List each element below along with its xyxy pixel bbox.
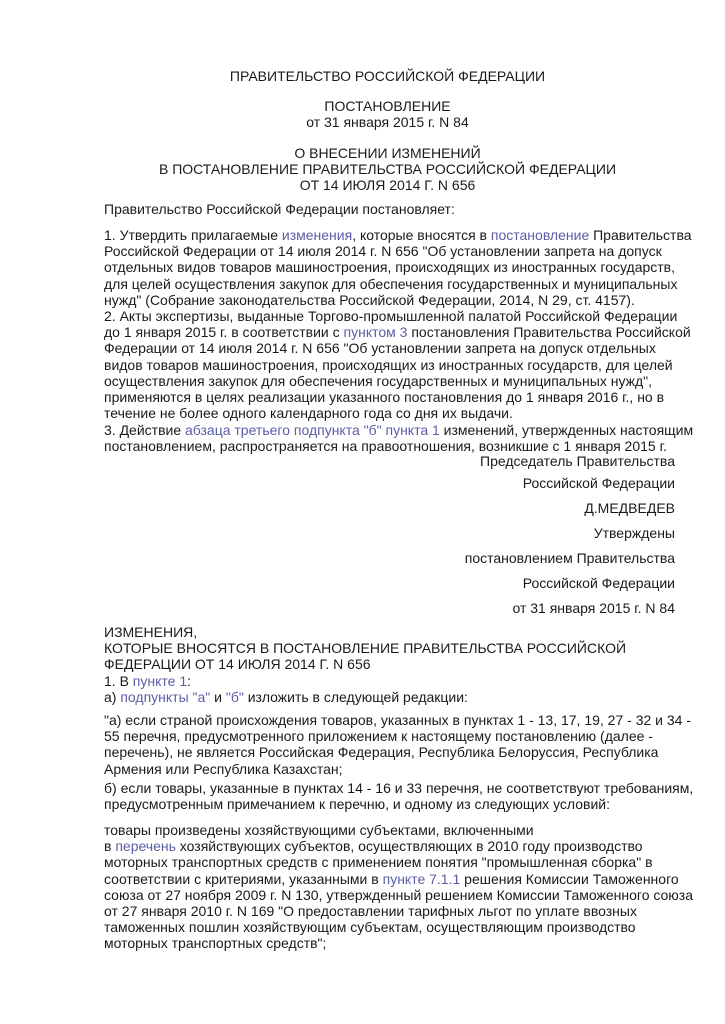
changes-title: ИЗМЕНЕНИЯ, КОТОРЫЕ ВНОСЯТСЯ В ПОСТАНОВЛЕНИЕ ПРАВИТЕЛЬСТВА РОССИЙСКОЙ ФЕДЕРАЦИИ ОТ 14 ИЮЛЯ 2014 Г. N 656 1. В пункте 1: а) подпункты "а" и "б" изложить в следующей редакции: [104, 624, 627, 705]
approved-line-3: Российской Федерации [522, 575, 675, 591]
approved-line-1: Утверждены [593, 525, 675, 541]
document-title-line-2: В ПОСТАНОВЛЕНИЕ ПРАВИТЕЛЬСТВА РОССИЙСКОЙ ФЕДЕРАЦИИ [158, 160, 617, 177]
link-list[interactable]: перечень [115, 838, 176, 855]
quote-b: б) если товары, указанные в пунктах 14 - 16 и 33 перечня, не соответствуют требованиям, предусмотренным примечанием к перечню, и одному из следующих условий: [104, 780, 694, 813]
link-point-1[interactable]: пункте 1 [132, 672, 188, 689]
intro-text: Правительство Российской Федерации постановляет: [104, 201, 455, 217]
signature-role-1: Председатель Правительства [480, 453, 675, 469]
quote-a: "а) если страной происхождения товаров, указанных в пунктах 1 - 13, 17, 19, 27 - 32 и 34 - 55 перечня, предусмотренного приложением к настоящему постановлению (далее - перечень), не является Российская Федерация, Республика Белоруссия, Республика Армения или Республика Казахстан; [104, 712, 691, 777]
document-header [100, 68, 675, 193]
approved-line-4: от 31 января 2015 г. N 84 [512, 600, 675, 616]
link-resolution[interactable]: постановление [490, 227, 590, 243]
link-subpoint-a[interactable]: подпункты "а" [120, 688, 211, 705]
document-title-line-3: ОТ 14 ИЮЛЯ 2014 Г. N 656 [299, 177, 476, 194]
signature-name: Д.МЕДВЕДЕВ [584, 500, 675, 516]
link-subpoint-b[interactable]: "б" [225, 688, 244, 705]
paragraph-1: 1. Утвердить прилагаемые изменения, которые вносятся в постановление Правительства Российской Федерации от 14 июля 2014 г. N 656 "Об установлении запрета на допуск отдельных видов товаров машиностроения, происходящих из иностранных государств, для целей осуществления закупок для обеспечения государственных и муниципальных нужд" (Собрание законодательства Российской Федерации, 2014, N 29, ст. 4157). [104, 227, 692, 308]
document-type: ПОСТАНОВЛЕНИЕ [324, 98, 451, 115]
signature-role-2: Российской Федерации [522, 475, 675, 491]
document-date: от 31 января 2015 г. N 84 [306, 114, 469, 131]
document-title-line-1: О ВНЕСЕНИИ ИЗМЕНЕНИЙ [294, 144, 481, 161]
government-title: ПРАВИТЕЛЬСТВО РОССИЙСКОЙ ФЕДЕРАЦИИ [229, 68, 546, 84]
paragraph-2: 2. Акты экспертизы, выданные Торгово-промышленной палатой Российской Федерации до 1 января 2015 г. в соответствии с пунктом 3 постановления Правительства Российской Федерации от 14 июля 2014 г. N 656 "Об установлении запрета на допуск отдельных видов товаров машиностроения, происходящих из иностранных государств, для целей осуществления закупок для обеспечения государственных и муниципальных нужд", применяются в целях реализации указанного постановления до 1 января 2016 г., но в течение не более одного календарного года со дня их выдачи. [104, 308, 691, 422]
paragraph-3: 3. Действие абзаца третьего подпункта "б" пункта 1 изменений, утвержденных настоящим постановлением, распространяется на правоотношения, возникшие с 1 января 2015 г. [104, 422, 694, 455]
link-changes[interactable]: изменения [281, 227, 353, 243]
link-point-3[interactable]: пунктом 3 [343, 324, 408, 341]
approved-line-2: постановлением Правительства [464, 550, 675, 566]
goods-paragraph: товары произведены хозяйствующими субъектами, включенными в перечень хозяйствующих субъектов, осуществляющих в 2010 году производство моторных транспортных средств с применением понятия "промышленная сборка" в соответствии с критериями, указанными в пункте 7.1.1 решения Комиссии Таможенного союза от 27 ноября 2009 г. N 130, утвержденный решением Комиссии Таможенного союза от 27 января 2010 г. N 169 "О предоставлении тарифных льгот по уплате ввозных таможенных пошлин хозяйствующим субъектам, осуществляющим производство моторных транспортных средств"; [104, 822, 694, 952]
link-point-7-1-1[interactable]: пункте 7.1.1 [382, 870, 461, 887]
link-subpoint[interactable]: абзаца третьего подпункта "б" пункта 1 [185, 422, 440, 438]
